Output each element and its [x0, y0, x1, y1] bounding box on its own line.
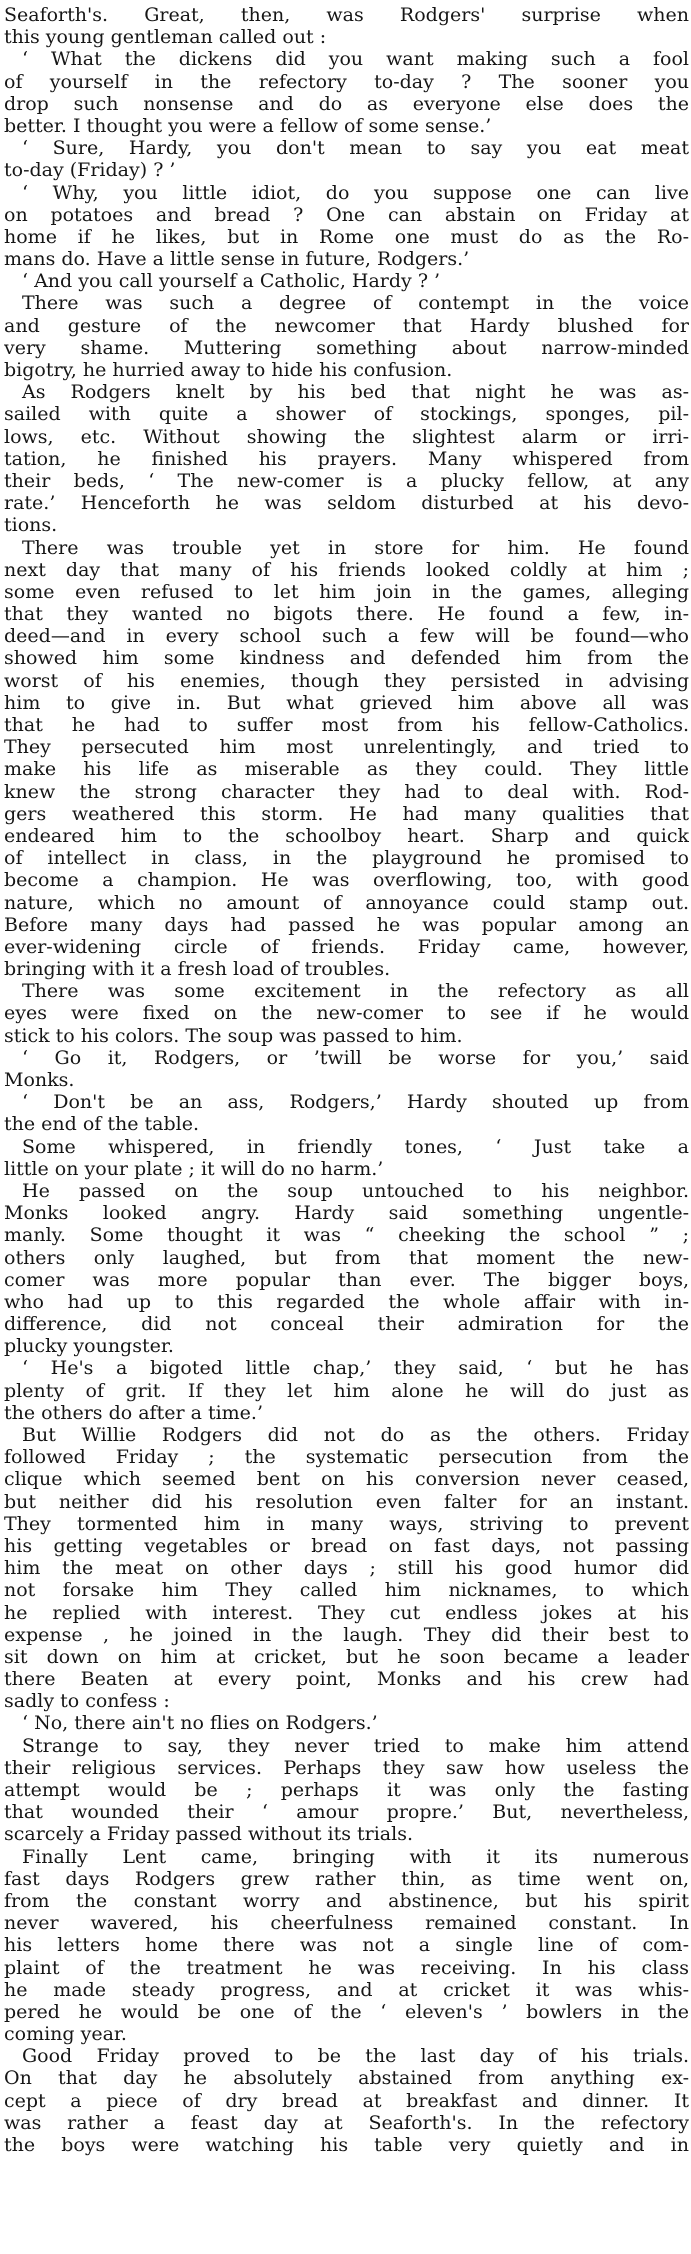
article-paragraph	[4, 137, 689, 181]
text-line: some even refused to let him join in the games, alleging	[4, 580, 689, 603]
text-line: but neither did his resolution even falter for an instant.	[4, 1490, 689, 1513]
text-line: there Beaten at every point, Monks and his crew had	[4, 1668, 689, 1691]
article-paragraph	[4, 1136, 689, 1180]
text-line: to-day (Friday) ? ’	[4, 159, 176, 182]
text-line: They tormented him in many ways, striving to prevent	[4, 1512, 689, 1535]
text-line: make his life as miserable as they could. They little	[4, 758, 689, 781]
text-line: difference, did not conceal their admiration for the	[4, 1313, 689, 1336]
text-line: scarcely a Friday passed without its trials.	[4, 1823, 414, 1846]
text-line: plucky youngster.	[4, 1335, 174, 1358]
article-paragraph	[4, 980, 689, 1047]
text-line: home if he likes, but in Rome one must do as the Ro-	[4, 225, 689, 248]
text-line: ‘ Don't be an ass, Rodgers,’ Hardy shouted up from	[22, 1091, 689, 1114]
text-line: nature, which no amount of annoyance could stamp out.	[4, 891, 689, 914]
text-line: their beds, ‘ The new-comer is a plucky fellow, at any	[4, 469, 689, 492]
text-line: plenty of grit. If they let him alone he will do just as	[4, 1379, 689, 1402]
text-line: ‘ Sure, Hardy, you don't mean to say you eat meat	[22, 137, 689, 160]
article-paragraph	[4, 4, 689, 48]
text-line: little on your plate ; it will do no harm.’	[4, 1157, 384, 1180]
text-line: their religious services. Perhaps they saw how useless the	[4, 1756, 689, 1779]
text-line: Some whispered, in friendly tones, ‘ Just take a	[22, 1135, 689, 1158]
article-paragraph	[4, 1846, 689, 2046]
text-line: the others do after a time.’	[4, 1401, 264, 1424]
text-line: cept a piece of dry bread at breakfast and dinner. It	[4, 2089, 689, 2112]
article-paragraph	[4, 1091, 689, 1135]
text-line: bringing with it a fresh load of troubles.	[4, 958, 391, 981]
text-line: who had up to this regarded the whole affair with in-	[4, 1290, 689, 1313]
text-line: comer was more popular than ever. The bigger boys,	[4, 1268, 689, 1291]
article-paragraph	[4, 1735, 689, 1846]
text-line: next day that many of his friends looked coldly at him ;	[4, 558, 689, 581]
text-line: There was such a degree of contempt in the voice	[22, 292, 689, 315]
text-line: tions.	[4, 514, 58, 537]
text-line: Monks.	[4, 1069, 75, 1091]
text-line: he replied with interest. They cut endless jokes at his	[4, 1601, 689, 1624]
text-line: fast days Rodgers grew rather thin, as time went on,	[4, 1867, 689, 1890]
text-line: very shame. Muttering something about narrow-minded	[4, 336, 689, 359]
text-line: drop such nonsense and do as everyone else does the	[4, 92, 689, 115]
text-line: But Willie Rodgers did not do as the others. Friday	[22, 1424, 689, 1446]
article-paragraph	[4, 537, 689, 981]
text-line: pered he would be one of the ‘ eleven's ’ bowlers in the	[4, 2000, 689, 2023]
text-line: Before many days had passed he was popular among an	[4, 913, 689, 936]
text-line: eyes were fixed on the new-comer to see if he would	[4, 1002, 689, 1025]
text-line: him to give in. But what grieved him above all was	[4, 691, 689, 714]
text-line: ever-widening circle of friends. Friday came, however,	[4, 935, 689, 958]
article-paragraph	[4, 1357, 689, 1424]
text-line: that wounded their ‘ amour propre.’ But, nevertheless,	[4, 1801, 689, 1824]
text-line: ‘ Why, you little idiot, do you suppose one can live	[22, 181, 689, 204]
text-line: Strange to say, they never tried to make him attend	[22, 1734, 689, 1757]
article-paragraph	[4, 292, 689, 381]
text-line: better. I thought you were a fellow of some sense.’	[4, 114, 492, 137]
text-line: from the constant worry and abstinence, but his spirit	[4, 1889, 689, 1912]
text-line: There was some excitement in the refectory as all	[22, 980, 689, 1003]
text-line: clique which seemed bent on his conversion never ceased,	[4, 1468, 689, 1491]
text-line: attempt would be ; perhaps it was only the fasting	[4, 1779, 689, 1801]
text-line: deed—and in every school such a few will be found—who	[4, 625, 689, 648]
text-line: worst of his enemies, though they persisted in advising	[4, 669, 689, 692]
text-line: knew the strong character they had to deal with. Rod-	[4, 780, 689, 803]
text-line: There was trouble yet in store for him. He found	[22, 536, 689, 559]
article-paragraph	[4, 1047, 689, 1091]
text-line: ‘ What the dickens did you want making such a fool	[22, 48, 689, 71]
text-line: coming year.	[4, 2023, 127, 2046]
text-line: mans do. Have a little sense in future, Rodgers.’	[4, 248, 470, 271]
text-line: He passed on the soup untouched to his neighbor.	[22, 1179, 689, 1202]
text-line: this young gentleman called out :	[4, 26, 327, 49]
article-paragraph	[4, 1712, 689, 1734]
text-line: ‘ Go it, Rodgers, or ’twill be worse for you,’ said	[22, 1046, 689, 1069]
text-line: Finally Lent came, bringing with it its numerous	[22, 1845, 689, 1868]
article-paragraph	[4, 270, 689, 292]
text-line: him the meat on other days ; still his good humor did	[4, 1557, 689, 1580]
text-line: sit down on him at cricket, but he soon became a leader	[4, 1645, 689, 1668]
text-line: never wavered, his cheerfulness remained constant. In	[4, 1912, 689, 1935]
text-line: of yourself in the refectory to-day ? The sooner you	[4, 70, 689, 93]
text-line: the boys were watching his table very quietly and in	[4, 2134, 689, 2156]
text-line: plaint of the treatment he was receiving. In his class	[4, 1956, 689, 1979]
text-line: others only laughed, but from that moment the new-	[4, 1246, 689, 1269]
text-line: Monks looked angry. Hardy said something ungentle-	[4, 1202, 689, 1225]
text-line: Seaforth's. Great, then, was Rodgers' surprise when	[4, 4, 689, 26]
text-line: Good Friday proved to be the last day of his trials.	[22, 2045, 689, 2068]
text-line: his getting vegetables or bread on fast days, not passing	[4, 1534, 689, 1557]
text-line: was rather a feast day at Seaforth's. In the refectory	[4, 2111, 689, 2134]
text-line: sadly to confess :	[4, 1690, 170, 1713]
text-line: bigotry, he hurried away to hide his confusion.	[4, 359, 453, 381]
text-line: showed him some kindness and defended him from the	[4, 647, 689, 670]
text-line: ‘ He's a bigoted little chap,’ they said, ‘ but he has	[22, 1357, 689, 1380]
text-line: rate.’ Henceforth he was seldom disturbed at his devo-	[4, 492, 689, 515]
text-line: that they wanted no bigots there. He found a few, in-	[4, 603, 689, 626]
text-line: and gesture of the newcomer that Hardy blushed for	[4, 314, 689, 337]
text-line: not forsake him They called him nicknames, to which	[4, 1579, 689, 1602]
article-paragraph	[4, 1424, 689, 1712]
text-line: he made steady progress, and at cricket it was whis-	[4, 1978, 689, 2001]
text-line: become a champion. He was overflowing, too, with good	[4, 869, 689, 892]
text-line: On that day he absolutely abstained from anything ex-	[4, 2067, 689, 2090]
text-line: his letters home there was not a single line of com-	[4, 1934, 689, 1957]
text-line: followed Friday ; the systematic persecution from the	[4, 1446, 689, 1469]
article-paragraph	[4, 182, 689, 271]
text-line: They persecuted him most unrelentingly, and tried to	[4, 736, 689, 759]
text-line: the end of the table.	[4, 1113, 199, 1136]
text-line: expense , he joined in the laugh. They did their best to	[4, 1623, 689, 1646]
article-paragraph	[4, 1180, 689, 1358]
article-paragraph	[4, 48, 689, 137]
text-line: of intellect in class, in the playground he promised to	[4, 847, 689, 870]
article-paragraph	[4, 381, 689, 536]
text-line: lows, etc. Without showing the slightest alarm or irri-	[4, 425, 689, 448]
text-line: manly. Some thought it was “ cheeking the school ” ;	[4, 1224, 689, 1247]
text-line: ‘ And you call yourself a Catholic, Hardy ? ’	[22, 270, 441, 293]
text-line: As Rodgers knelt by his bed that night he was as-	[22, 381, 689, 404]
text-line: sailed with quite a shower of stockings, sponges, pil-	[4, 403, 689, 426]
article-paragraph	[4, 2045, 689, 2156]
text-line: stick to his colors. The soup was passed to him.	[4, 1024, 463, 1047]
text-line: on potatoes and bread ? One can abstain on Friday at	[4, 203, 689, 226]
text-line: endeared him to the schoolboy heart. Sharp and quick	[4, 824, 689, 847]
text-line: gers weathered this storm. He had many qualities that	[4, 802, 689, 825]
text-line: that he had to suffer most from his fellow-Catholics.	[4, 714, 689, 736]
text-line: ‘ No, there ain't no flies on Rodgers.’	[22, 1712, 378, 1735]
text-line: tation, he finished his prayers. Many whispered from	[4, 447, 689, 470]
